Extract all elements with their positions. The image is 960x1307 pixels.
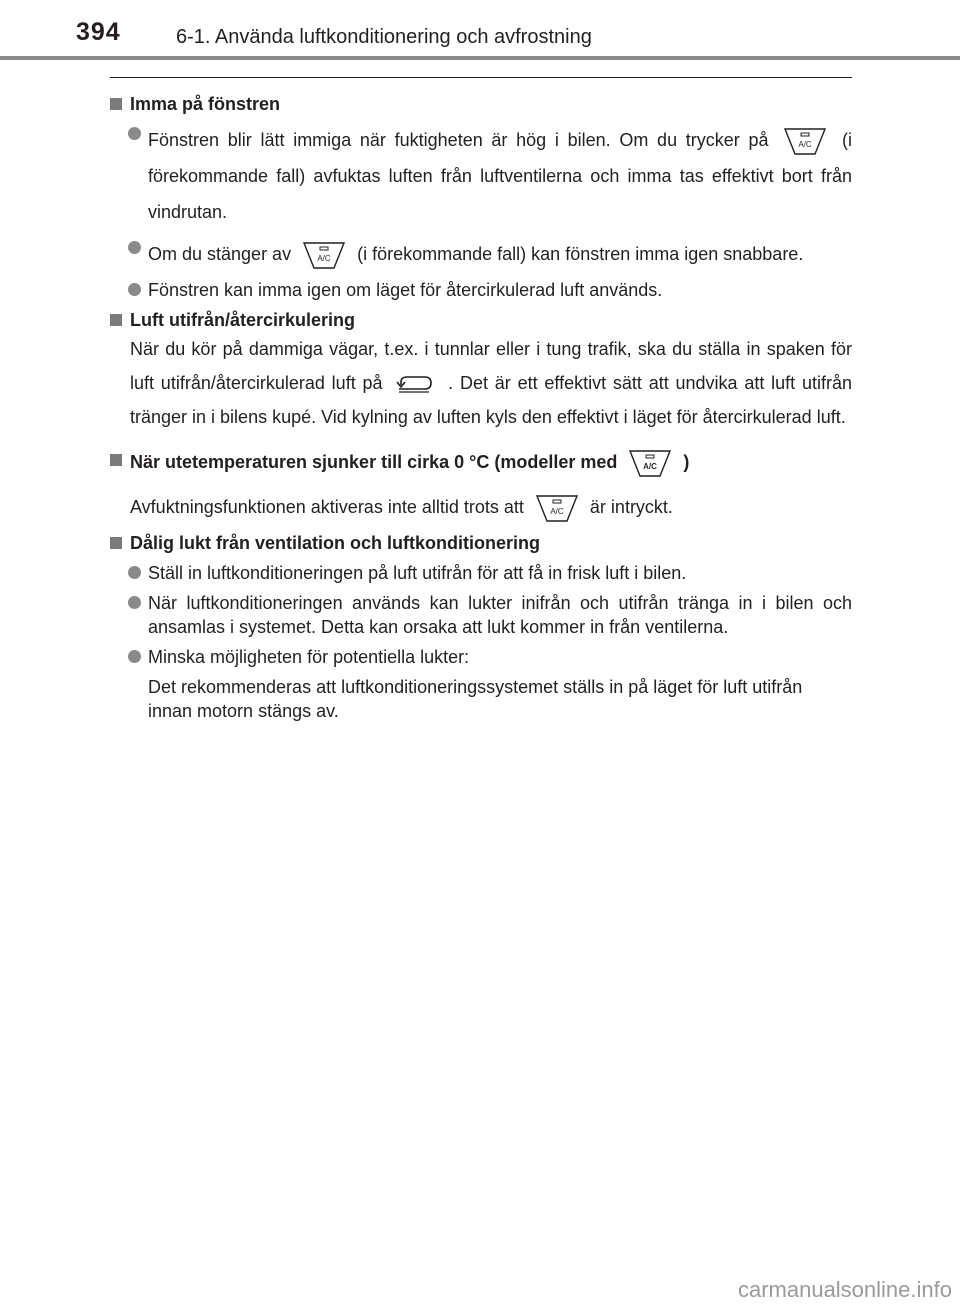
divider bbox=[110, 77, 852, 78]
chapter-title: 6-1. Använda luftkonditionering och avfrostning bbox=[176, 26, 592, 48]
page-content bbox=[110, 86, 852, 723]
square-bullet-icon bbox=[110, 537, 122, 549]
paragraph: När du kör på dammiga vägar, t.ex. i tunnlar eller i tung trafik, ska du ställa in spaken för luft utifrån/återcirkulerad luft på . Det är ett effektivt sätt att undvika att luft utifrån tränger in i bilens kupé. Vid kylning av luften kyls den effektivt i läget för återcirkulerad luft. bbox=[130, 339, 853, 427]
list-item: Ställ in luftkonditioneringen på luft utifrån för att få in frisk luft i bilen. bbox=[110, 561, 852, 585]
section-heading-recirculation: Luft utifrån/återcirkulering bbox=[110, 308, 852, 332]
bullet-icon bbox=[128, 566, 141, 579]
list-item: Fönstren blir lätt immiga när fuktigheten är hög i bilen. Om du trycker på A/C (i förekommande fall) avfuktas luften från luftventilerna och imma tas effektivt bort från vindrutan. bbox=[110, 122, 852, 230]
list-item: Fönstren kan imma igen om läget för återcirkulerad luft används. bbox=[110, 278, 852, 302]
recirculation-icon bbox=[389, 373, 448, 393]
list-item: Minska möjligheten för potentiella lukter: bbox=[110, 645, 852, 669]
svg-text:A/C: A/C bbox=[643, 462, 658, 471]
bullet-icon bbox=[128, 596, 141, 609]
bullet-icon bbox=[128, 127, 141, 140]
square-bullet-icon bbox=[110, 98, 122, 110]
section-heading-temperature: När utetemperaturen sjunker till cirka 0 °C (modeller med A/C ) bbox=[110, 448, 852, 478]
header-bar bbox=[0, 56, 960, 60]
list-item: Om du stänger av A/C (i förekommande fall) kan fönstren imma igen snabbare. bbox=[110, 236, 852, 272]
page-number: 394 bbox=[76, 18, 121, 46]
square-bullet-icon bbox=[110, 454, 122, 466]
ac-button-icon bbox=[777, 130, 842, 150]
ac-button-icon bbox=[529, 497, 590, 517]
section-heading-fog: Imma på fönstren bbox=[110, 92, 852, 116]
ac-button-icon bbox=[622, 452, 683, 472]
section-heading-odor: Dålig lukt från ventilation och luftkonditionering bbox=[110, 531, 852, 555]
ac-button-icon bbox=[296, 244, 357, 264]
paragraph: Avfuktningsfunktionen aktiveras inte alltid trots att A/C är intryckt. bbox=[110, 492, 852, 523]
bullet-icon bbox=[128, 241, 141, 254]
svg-text:A/C: A/C bbox=[317, 254, 331, 264]
bullet-icon bbox=[128, 650, 141, 663]
paragraph: Det rekommenderas att luftkonditioneringssystemet ställs in på läget för luft utifrån innan motorn stängs av. bbox=[148, 677, 803, 722]
bullet-icon bbox=[128, 283, 141, 296]
square-bullet-icon bbox=[110, 314, 122, 326]
list-item: När luftkonditioneringen används kan lukter inifrån och utifrån tränga in i bilen och ansamlas i systemet. Detta kan orsaka att lukt kommer in från ventilerna. bbox=[110, 591, 852, 639]
svg-text:A/C: A/C bbox=[550, 507, 564, 517]
watermark: carmanualsonline.info bbox=[737, 1277, 952, 1302]
svg-text:A/C: A/C bbox=[798, 140, 812, 150]
